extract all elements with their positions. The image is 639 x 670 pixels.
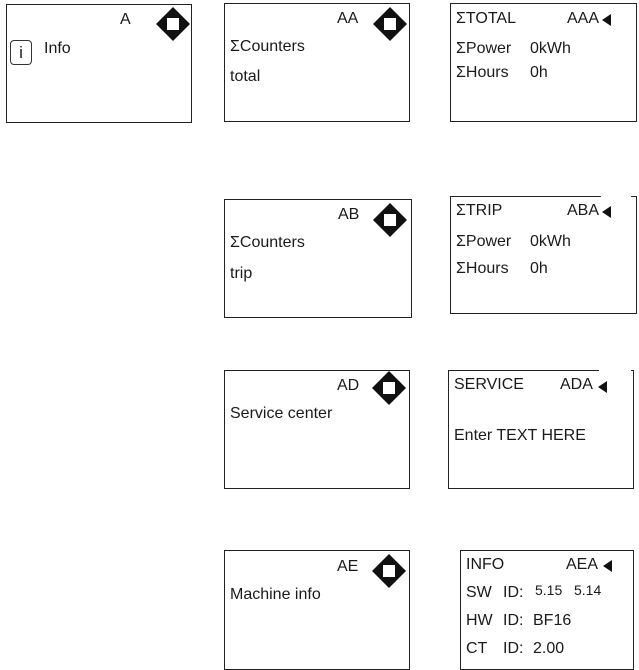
four-way-arrow-icon	[373, 7, 407, 41]
hw-value: BF16	[533, 612, 572, 629]
menu-line1: Machine info	[230, 586, 321, 603]
ct-id: ID:	[503, 640, 524, 657]
screen-ad[interactable]	[224, 370, 410, 489]
back-arrow-icon	[602, 206, 611, 218]
screen-code: AEA	[566, 556, 599, 573]
screen-aea[interactable]	[460, 550, 634, 670]
service-text: Enter TEXT HERE	[454, 427, 586, 444]
sw-label: SW	[466, 584, 492, 601]
menu-label: Info	[44, 40, 71, 57]
power-value: 0kWh	[530, 233, 571, 250]
hw-label: HW	[466, 612, 493, 629]
power-label: ΣPower	[456, 40, 512, 57]
menu-line2: trip	[230, 265, 253, 282]
screen-title: SERVICE	[454, 376, 524, 393]
screen-code: AA	[337, 10, 359, 27]
hours-label: ΣHours	[456, 64, 509, 81]
four-way-arrow-icon	[372, 371, 406, 405]
screen-a[interactable]	[6, 4, 192, 123]
sw-value-2: 5.14	[574, 582, 602, 598]
screen-ab[interactable]	[224, 199, 412, 318]
screen-ae[interactable]	[224, 550, 410, 670]
screen-code: AE	[337, 558, 359, 575]
screen-code: ADA	[560, 376, 593, 393]
ct-label: CT	[466, 640, 488, 657]
menu-line2: total	[230, 68, 261, 85]
hours-label: ΣHours	[456, 260, 509, 277]
screen-aaa[interactable]	[450, 3, 637, 122]
ct-value: 2.00	[533, 640, 565, 657]
four-way-arrow-icon	[372, 554, 406, 588]
screen-aba[interactable]	[450, 196, 637, 314]
hw-id: ID:	[503, 612, 524, 629]
back-arrow-icon	[602, 14, 611, 26]
power-label: ΣPower	[456, 233, 512, 250]
screen-title: INFO	[466, 556, 505, 573]
power-value: 0kWh	[530, 40, 571, 57]
four-way-arrow-icon	[373, 203, 407, 237]
four-way-arrow-icon	[156, 7, 190, 41]
screen-code: AAA	[567, 10, 600, 27]
screen-ada[interactable]	[448, 370, 634, 489]
menu-line1: Service center	[230, 405, 333, 422]
screen-title: ΣTRIP	[456, 202, 503, 219]
hours-value: 0h	[530, 260, 548, 277]
screen-code: ABA	[567, 202, 600, 219]
menu-line1: ΣCounters	[230, 38, 305, 55]
hours-value: 0h	[530, 64, 548, 81]
menu-line1: ΣCounters	[230, 234, 305, 251]
screen-title: ΣTOTAL	[456, 10, 516, 27]
screen-code: A	[120, 11, 131, 28]
sw-id: ID:	[503, 584, 524, 601]
sw-value: 5.15	[535, 582, 563, 598]
back-arrow-icon	[598, 381, 607, 393]
info-icon: i	[10, 40, 32, 65]
back-arrow-icon	[603, 560, 612, 572]
screen-code: AD	[337, 377, 360, 394]
screen-aa[interactable]	[224, 3, 410, 122]
screen-code: AB	[338, 206, 360, 223]
